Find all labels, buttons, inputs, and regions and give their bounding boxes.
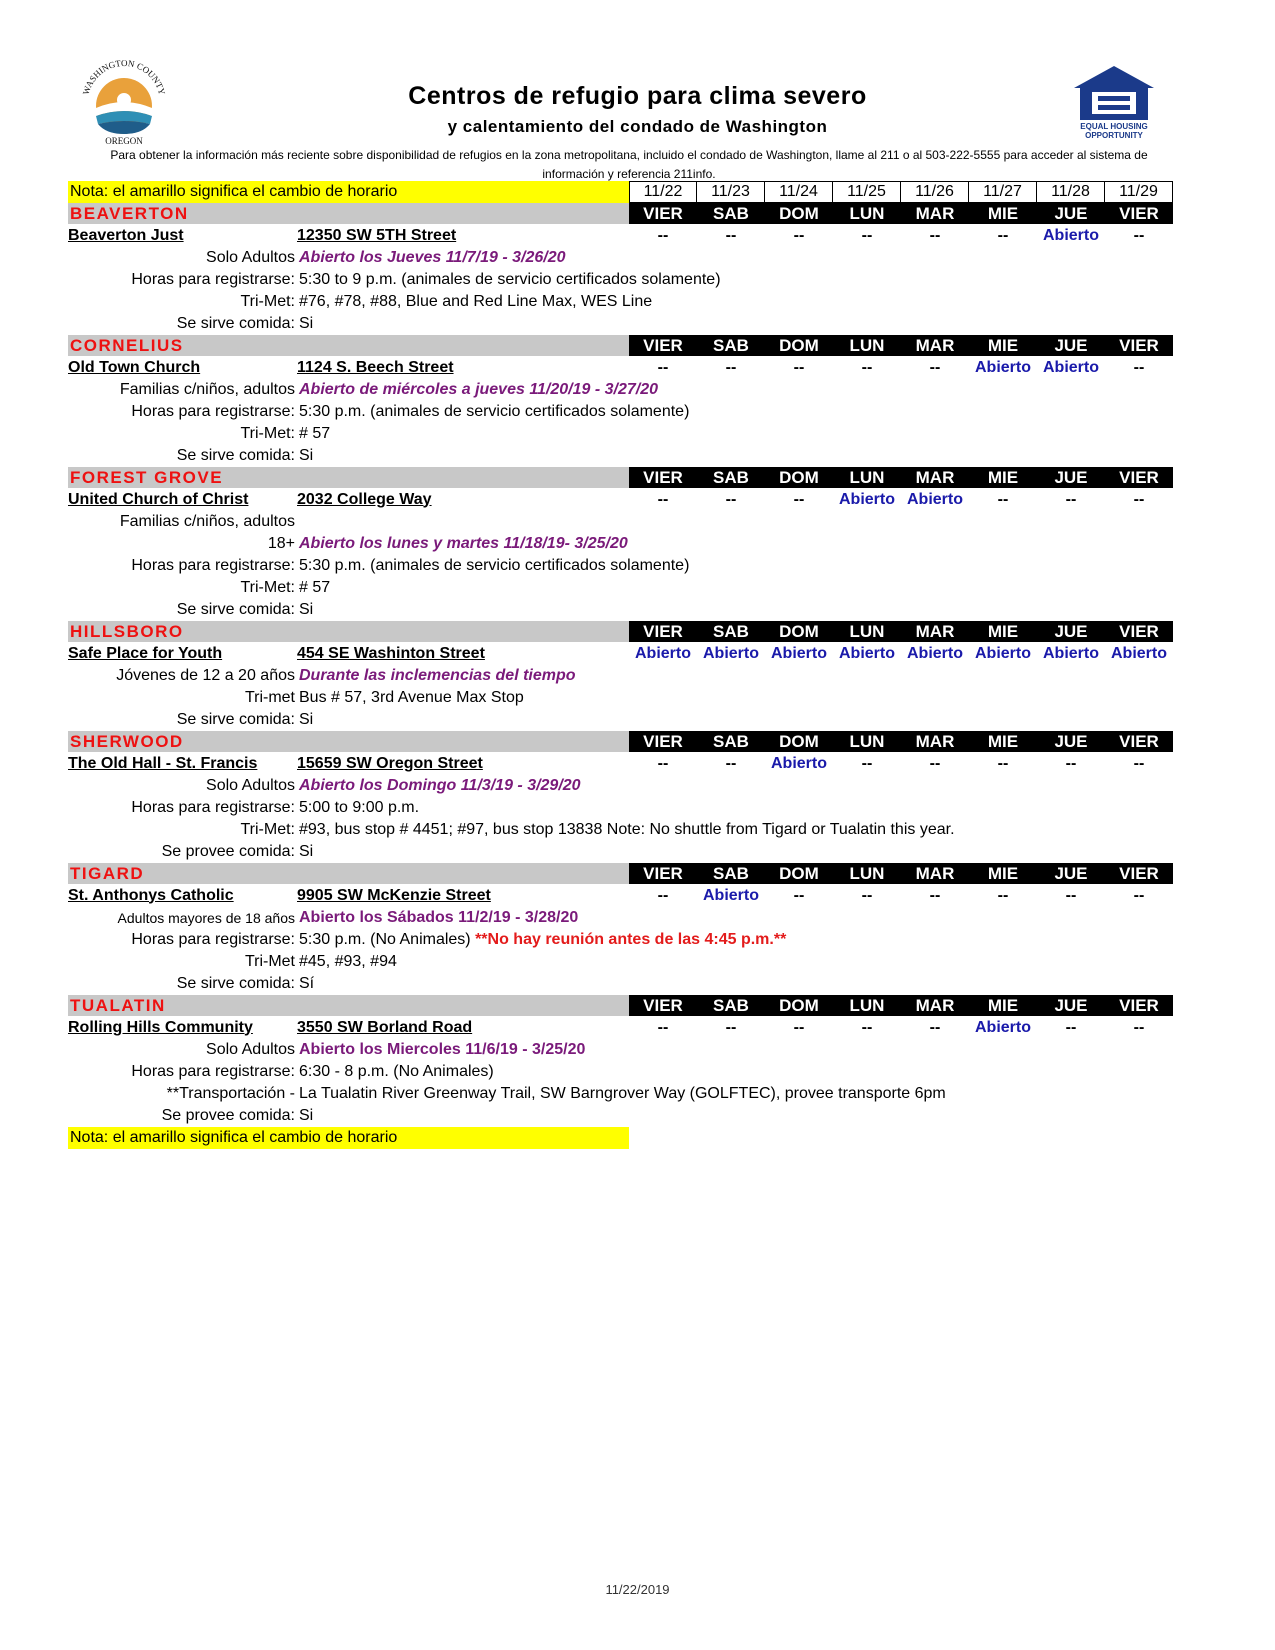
info-row [68,1105,1174,1127]
city-header-row [68,621,1174,642]
info-label: Tri-Met: [240,293,295,310]
day-cell: MIE [969,203,1037,224]
info-row [68,973,1174,995]
info-value-text: Abierto los lunes y martes 11/18/19- 3/25/20 [299,535,628,552]
info-row [68,313,1174,335]
date-cell: 11/22 [629,181,697,203]
day-cell: LUN [833,863,901,884]
info-label: Horas para registrarse: [131,799,295,816]
status-cell: -- [929,886,941,904]
info-label: Adultos mayores de 18 años [117,910,295,926]
info-value [299,931,786,949]
status-cell: -- [861,358,873,376]
day-cell: VIER [629,203,697,224]
day-cell: DOM [765,621,833,642]
info-label: Se sirve comida: [176,447,295,464]
info-row [68,1061,1174,1083]
city-header-row [68,995,1174,1016]
info-label: **Transportación - [166,1085,295,1102]
page-subtitle: y calentamiento del condado de Washington [447,117,828,136]
info-row [68,577,1174,599]
info-value [299,799,419,817]
info-value [299,293,652,311]
day-cell: VIER [1105,621,1173,642]
location-name: Old Town Church [68,358,201,376]
day-cell: MAR [901,995,969,1016]
status-cell: -- [929,1018,941,1036]
location-row [68,1016,1174,1039]
status-cell: -- [929,226,941,244]
day-cell: VIER [1105,203,1173,224]
info-value [299,777,581,795]
info-value-text: Durante las inclemencias del tiempo [299,667,576,684]
info-value [299,667,576,685]
status-cell: -- [1065,1018,1077,1036]
info-value [299,711,313,729]
info-row [68,797,1174,819]
note-cell: Nota: el amarillo significa el cambio de horario [68,181,629,203]
status-cell: Abierto [703,886,759,904]
day-cell: MAR [901,203,969,224]
note-cell-footer: Nota: el amarillo significa el cambio de horario [68,1127,629,1149]
city-header-row [68,203,1174,224]
info-value [299,843,313,861]
info-label: Tri-Met: [240,579,295,596]
status-cell: Abierto [975,644,1031,662]
city-header-row [68,335,1174,356]
location-name: Rolling Hills Community [68,1018,253,1036]
info-row [68,709,1174,731]
date-cell: 11/24 [765,181,833,203]
info-value [299,447,313,465]
city-name: SHERWOOD [68,731,629,752]
status-cell: -- [997,490,1009,508]
day-cell: DOM [765,467,833,488]
status-cell: -- [657,754,669,772]
note-footer-row [68,1127,1174,1149]
info-value-text: 5:30 p.m. (No Animales) [299,931,476,948]
day-cell: VIER [629,621,697,642]
info-row [68,445,1174,467]
info-text: Para obtener la información más reciente sobre disponibilidad de refugios en la zona metropolitana, incluido el condado de Washington, llame al 211 o al 503-222-5555 para acceder al sistema de información y referencia 211info. [110,148,1148,181]
status-cell: Abierto [907,644,963,662]
day-cell: MIE [969,621,1037,642]
footer-date: 11/22/2019 [605,1582,670,1597]
day-cell: MAR [901,467,969,488]
status-cell: -- [657,226,669,244]
info-value-text: 6:30 - 8 p.m. (No Animales) [299,1063,494,1080]
day-cell: DOM [765,335,833,356]
info-row [68,379,1174,401]
day-cell: SAB [697,335,765,356]
info-value [299,557,689,575]
status-cell: -- [1065,490,1077,508]
day-cell: VIER [1105,863,1173,884]
day-cell: VIER [629,335,697,356]
day-cell: DOM [765,995,833,1016]
status-cell: -- [725,490,737,508]
location-name: The Old Hall - St. Francis [68,754,258,772]
info-row [68,533,1174,555]
status-cell: Abierto [771,754,827,772]
day-cell: SAB [697,863,765,884]
info-value-text: Abierto de miércoles a jueves 11/20/19 - 3/27/20 [299,381,659,398]
info-value-text: Si [299,315,314,332]
status-cell: -- [657,886,669,904]
city-name: TIGARD [68,863,629,884]
day-cell: MAR [901,863,969,884]
info-row [68,555,1174,577]
day-cell: VIER [1105,467,1173,488]
status-cell: -- [997,886,1009,904]
info-value [299,821,955,839]
city-name: CORNELIUS [68,335,629,356]
info-value-text: #45, #93, #94 [299,953,397,970]
status-cell: Abierto [1043,358,1099,376]
info-value [299,1041,585,1059]
day-cell: MAR [901,621,969,642]
info-row [68,665,1174,687]
info-value-text: Abierto los Miercoles 11/6/19 - 3/25/20 [299,1041,586,1058]
status-cell: -- [1133,886,1145,904]
day-cell: JUE [1037,203,1105,224]
info-row [68,951,1174,973]
status-cell: Abierto [975,1018,1031,1036]
day-cell: MIE [969,731,1037,752]
info-value-text: #93, bus stop # 4451; #97, bus stop 13838 Note: No shuttle from Tigard or Tualatin this year. [299,821,955,838]
status-cell: -- [997,754,1009,772]
location-row [68,224,1174,247]
svg-text:EQUAL HOUSING: EQUAL HOUSING [1080,122,1148,131]
status-cell: -- [929,754,941,772]
status-cell: -- [657,1018,669,1036]
status-cell: -- [1133,226,1145,244]
status-cell: Abierto [839,644,895,662]
location-name: United Church of Christ [68,490,249,508]
day-cell: LUN [833,621,901,642]
day-cell: LUN [833,335,901,356]
status-cell: -- [929,358,941,376]
location-row [68,642,1174,665]
info-value-text: Si [299,711,314,728]
sections [68,203,1174,1127]
day-cell: JUE [1037,467,1105,488]
day-cell: VIER [629,863,697,884]
info-value-text: Abierto los Sábados 11/2/19 - 3/28/20 [299,909,579,926]
location-address: 454 SE Washinton Street [297,644,485,662]
info-row [68,929,1174,951]
info-row [68,401,1174,423]
status-cell: Abierto [975,358,1031,376]
info-label: Jóvenes de 12 a 20 años [116,667,295,684]
info-row [68,687,1174,709]
status-cell: Abierto [771,644,827,662]
info-value [299,249,566,267]
info-label: Se sirve comida: [176,711,295,728]
info-label: Se sirve comida: [176,315,295,332]
info-label: Tri-Met [244,953,295,970]
info-value [299,1085,946,1103]
date-cell: 11/25 [833,181,901,203]
warning-text: **No hay reunión antes de las 4:45 p.m.** [475,931,787,948]
day-cell: VIER [629,467,697,488]
info-value [299,601,313,619]
day-cell: LUN [833,467,901,488]
city-header-row [68,863,1174,884]
info-label: Solo Adultos [206,777,295,794]
status-cell: -- [861,754,873,772]
location-address: 1124 S. Beech Street [297,358,454,376]
day-cell: MIE [969,467,1037,488]
date-cell: 11/29 [1105,181,1173,203]
status-cell: Abierto [1111,644,1167,662]
status-cell: -- [793,490,805,508]
location-row [68,356,1174,379]
date-cell: 11/28 [1037,181,1105,203]
note-header-row [68,181,1174,203]
city-name: HILLSBORO [68,621,629,642]
info-label: Horas para registrarse: [131,931,295,948]
day-cell: JUE [1037,335,1105,356]
date-cell: 11/26 [901,181,969,203]
info-value [299,381,658,399]
status-cell: -- [793,226,805,244]
info-label: Se provee comida: [161,843,295,860]
info-label: Se sirve comida: [176,601,295,618]
info-label: Solo Adultos [206,249,295,266]
status-cell: Abierto [907,490,963,508]
location-row [68,488,1174,511]
info-value-text: #76, #78, #88, Blue and Red Line Max, WES Line [299,293,653,310]
info-value [299,535,628,553]
info-value [299,403,689,421]
info-value-text: Bus # 57, 3rd Avenue Max Stop [299,689,524,706]
day-cell: VIER [629,731,697,752]
status-cell: Abierto [1043,644,1099,662]
status-cell: -- [1133,358,1145,376]
info-value [299,1107,313,1125]
info-row [68,269,1174,291]
day-cell: LUN [833,731,901,752]
info-label: Familias c/niños, adultos [119,513,295,530]
info-row [68,511,1174,533]
city-name: BEAVERTON [68,203,629,224]
status-cell: -- [861,226,873,244]
info-value [299,425,330,443]
location-address: 12350 SW 5TH Street [297,226,457,244]
day-cell: JUE [1037,995,1105,1016]
city-header-row [68,467,1174,488]
day-cell: MAR [901,731,969,752]
city-header-row [68,731,1174,752]
svg-text:WASHINGTON COUNTY: WASHINGTON COUNTY [80,57,168,96]
info-row [68,819,1174,841]
info-value-text: Abierto los Domingo 11/3/19 - 3/29/20 [299,777,581,794]
day-cell: JUE [1037,731,1105,752]
shelter-table [68,181,1174,1149]
status-cell: Abierto [635,644,691,662]
info-value [299,975,314,993]
location-name: St. Anthonys Catholic [68,886,234,904]
info-value [299,579,330,597]
info-value-text: Si [299,601,314,618]
location-address: 9905 SW McKenzie Street [297,886,491,904]
info-value [299,271,721,289]
info-row [68,1039,1174,1061]
day-cell: DOM [765,203,833,224]
status-cell: -- [861,1018,873,1036]
day-cell: SAB [697,203,765,224]
info-value-text: Si [299,843,314,860]
date-cell: 11/23 [697,181,765,203]
info-value-text: La Tualatin River Greenway Trail, SW Barngrover Way (GOLFTEC), provee transporte 6pm [299,1085,946,1102]
day-cell: LUN [833,203,901,224]
info-value [299,1063,494,1081]
svg-text:OPPORTUNITY: OPPORTUNITY [1085,131,1143,140]
info-value-text: Si [299,1107,314,1124]
info-value-text: Abierto los Jueves 11/7/19 - 3/26/20 [299,249,566,266]
info-row [68,1083,1174,1105]
info-row [68,247,1174,269]
status-cell: -- [793,1018,805,1036]
status-cell: -- [725,358,737,376]
info-value [299,953,397,971]
day-cell: LUN [833,995,901,1016]
info-value [299,689,524,707]
location-address: 3550 SW Borland Road [297,1018,473,1036]
info-row [68,599,1174,621]
date-cell: 11/27 [969,181,1037,203]
day-cell: JUE [1037,863,1105,884]
info-value-text: Si [299,447,314,464]
info-value-text: Sí [299,975,315,992]
status-cell: -- [725,226,737,244]
date-header [629,181,1173,203]
location-row [68,884,1174,907]
status-cell: -- [725,1018,737,1036]
status-cell: Abierto [839,490,895,508]
location-name: Beaverton Just [68,226,184,244]
info-value-text: 5:30 p.m. (animales de servicio certificados solamente) [299,557,690,574]
info-label: Tri-met [244,689,295,706]
status-cell: -- [861,886,873,904]
status-cell: -- [1133,490,1145,508]
info-label: Familias c/niños, adultos [119,381,295,398]
status-cell: -- [793,358,805,376]
status-cell: -- [725,754,737,772]
day-cell: DOM [765,731,833,752]
status-cell: Abierto [703,644,759,662]
day-cell: MIE [969,863,1037,884]
info-label: Horas para registrarse: [131,271,295,288]
status-cell: -- [1065,754,1077,772]
day-cell: VIER [1105,995,1173,1016]
location-name: Safe Place for Youth [68,644,223,662]
info-label: Solo Adultos [206,1041,295,1058]
info-label: Se sirve comida: [176,975,295,992]
info-row [68,291,1174,313]
day-cell: VIER [1105,731,1173,752]
status-cell: -- [657,490,669,508]
info-row [68,775,1174,797]
day-cell: SAB [697,731,765,752]
info-label: Se provee comida: [161,1107,295,1124]
page-title: Centros de refugio para clima severo [408,82,867,110]
info-row [68,423,1174,445]
info-row [68,907,1174,929]
status-cell: Abierto [1043,226,1099,244]
city-name: TUALATIN [68,995,629,1016]
day-cell: VIER [629,995,697,1016]
location-address: 15659 SW Oregon Street [297,754,483,772]
info-value-text: # 57 [299,579,331,596]
info-value [299,909,578,927]
info-label: Tri-Met: [240,821,295,838]
day-cell: MAR [901,335,969,356]
day-cell: SAB [697,467,765,488]
info-label: Horas para registrarse: [131,403,295,420]
day-cell: MIE [969,335,1037,356]
day-cell: SAB [697,621,765,642]
info-value-text: 5:30 to 9 p.m. (animales de servicio certificados solamente) [299,271,721,288]
day-cell: MIE [969,995,1037,1016]
location-address: 2032 College Way [297,490,432,508]
status-cell: -- [1065,886,1077,904]
status-cell: -- [1133,754,1145,772]
status-cell: -- [657,358,669,376]
info-label: Horas para registrarse: [131,1063,295,1080]
info-label: Horas para registrarse: [131,557,295,574]
day-cell: VIER [1105,335,1173,356]
status-cell: -- [793,886,805,904]
day-cell: DOM [765,863,833,884]
city-name: FOREST GROVE [68,467,629,488]
info-label: Tri-Met: [240,425,295,442]
day-cell: SAB [697,995,765,1016]
info-value-text: 5:00 to 9:00 p.m. [299,799,420,816]
svg-text:OREGON: OREGON [105,136,143,146]
info-value-text: 5:30 p.m. (animales de servicio certificados solamente) [299,403,690,420]
status-cell: -- [1133,1018,1145,1036]
info-value-text: # 57 [299,425,331,442]
info-label: 18+ [267,535,295,552]
location-row [68,752,1174,775]
day-cell: JUE [1037,621,1105,642]
info-row [68,841,1174,863]
status-cell: -- [997,226,1009,244]
info-value [299,315,313,333]
